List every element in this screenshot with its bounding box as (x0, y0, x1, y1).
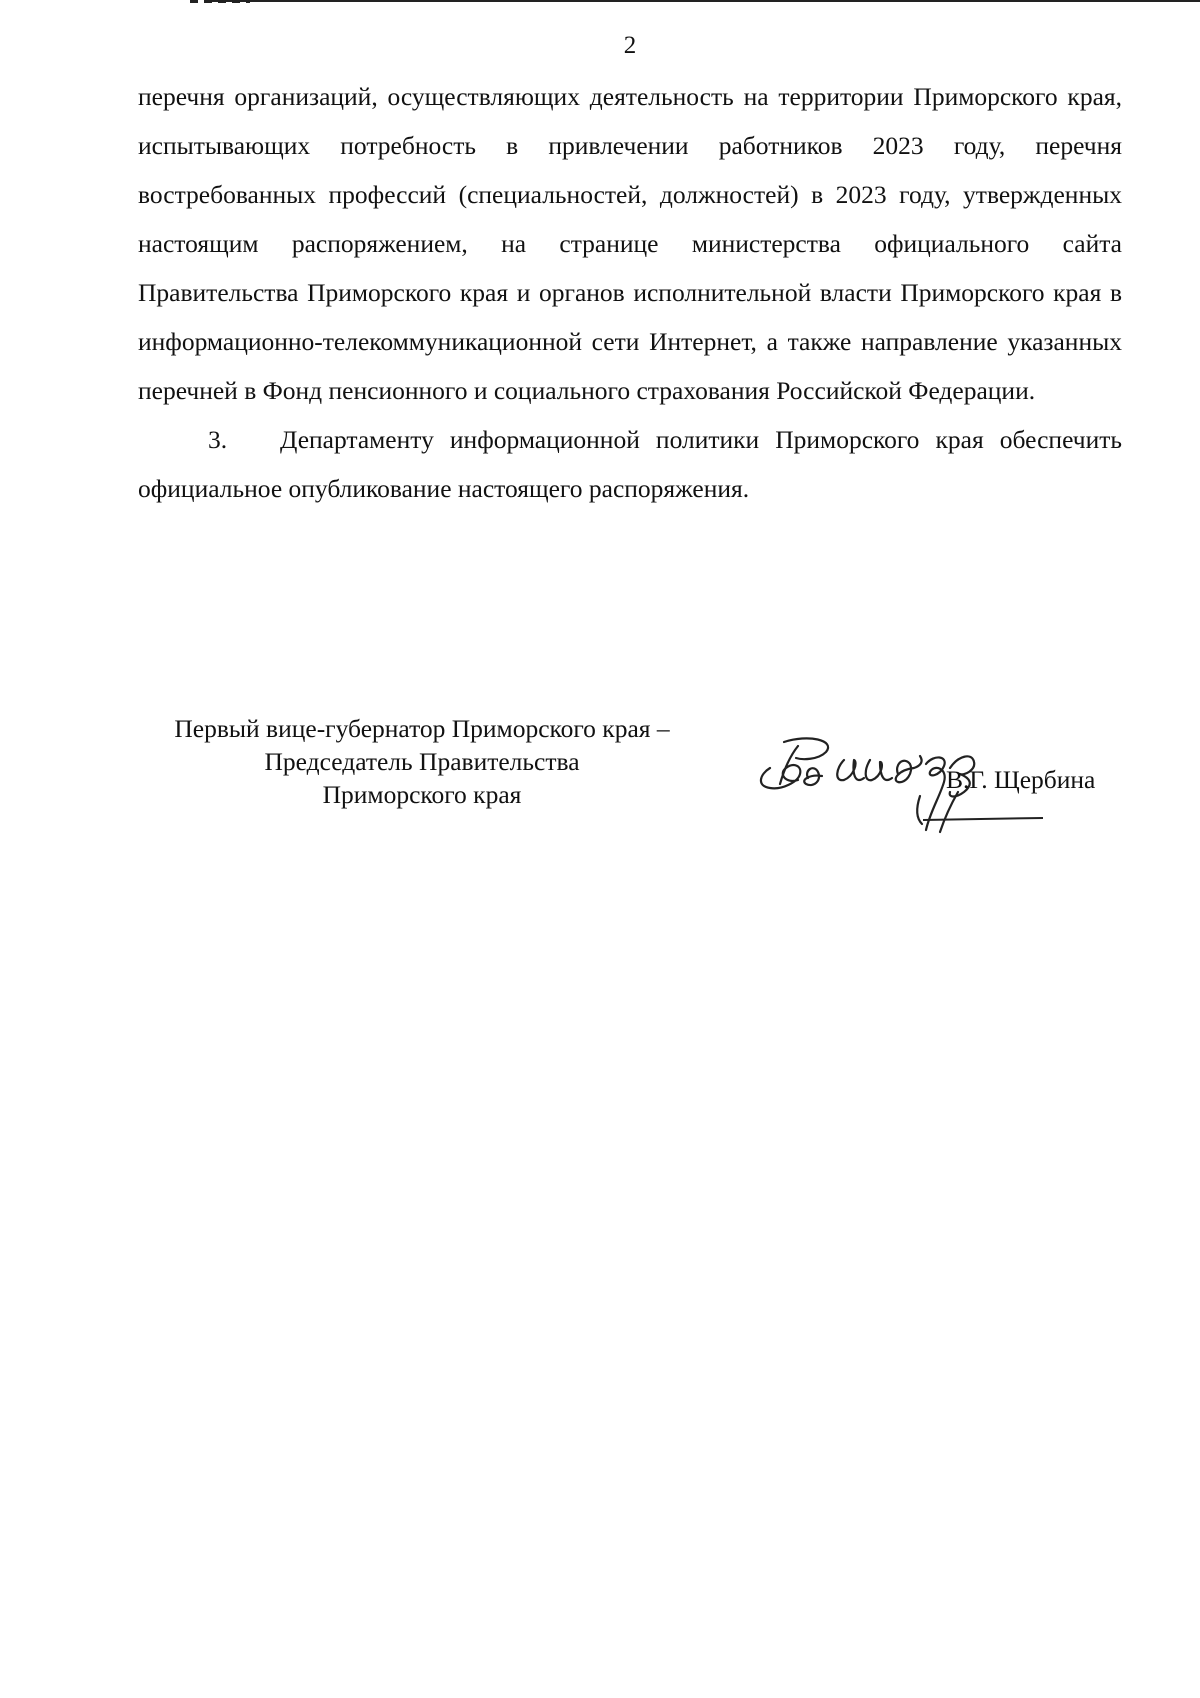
signatory-title-line-1: Первый вице-губернатор Приморского края – (174, 714, 670, 743)
signatory-title (142, 712, 702, 811)
top-border-line (210, 0, 1200, 2)
signature-block (138, 712, 1122, 852)
paragraph-item-3 (138, 415, 1122, 513)
paragraph-continuation: перечня организаций, осуществляющих деятельность на территории Приморского края, испытывающих потребность в привлечении работников 2023 году, перечня востребованных профессий (специальностей, должностей) в 2023 году, утвержденных настоящим распоряжением, на странице министерства официального сайта Правительства Приморского края и органов исполнительной власти Приморского края в информационно-телекоммуникационной сети Интернет, а также направление указанных перечней в Фонд пенсионного и социального страхования Российской Федерации. (138, 82, 1122, 405)
top-border-ticks (190, 0, 250, 3)
signatory-title-line-2: Председатель Правительства (264, 747, 580, 776)
handwritten-signature (658, 734, 1048, 864)
item-number: 3. (208, 425, 228, 454)
item-text: Департаменту информационной политики Приморского края обеспечить официальное опубликование настоящего распоряжения. (138, 425, 1122, 503)
page-number: 2 (623, 32, 637, 59)
signatory-name: В.Г. Щербина (946, 765, 1096, 794)
signatory-title-line-3: Приморского края (322, 780, 522, 809)
document-body (138, 72, 1122, 513)
